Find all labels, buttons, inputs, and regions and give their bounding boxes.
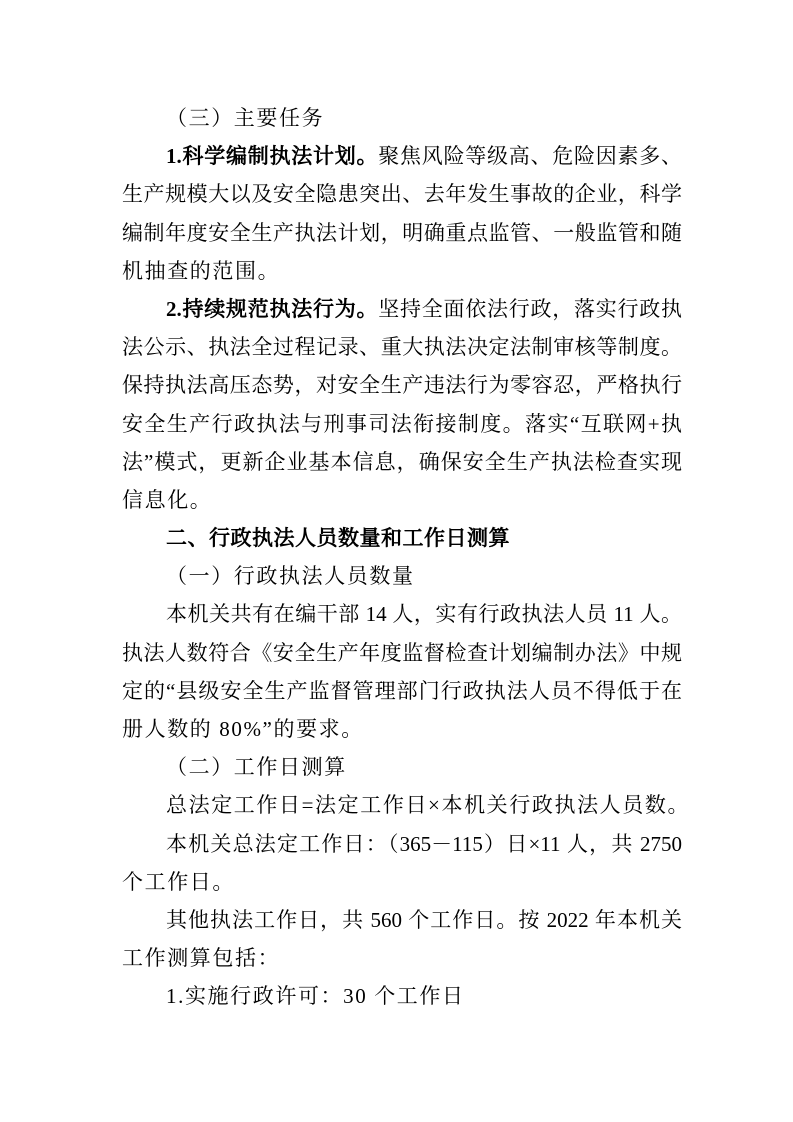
paragraph-line — [122, 137, 682, 175]
section-heading-main-tasks: （三）主要任务 — [166, 106, 325, 130]
paragraph-line: 保持执法高压态势，对安全生产违法行为零容忍，严格执行 — [122, 373, 682, 398]
subsection-heading-workdays: （二）工作日测算 — [166, 755, 347, 780]
paragraph-line: 工作测算包括： — [122, 946, 281, 971]
section-heading-staff-and-workdays: 二、行政执法人员数量和工作日测算 — [166, 526, 510, 551]
document-page — [122, 99, 691, 1016]
paragraph-line: 信息化。 — [122, 487, 213, 512]
paragraph-text: 聚焦风险等级高、危险因素多、 — [378, 144, 682, 169]
paragraph-line: 定的“县级安全生产监督管理部门行政执法人员不得低于在 — [122, 678, 682, 703]
task-title: 1.科学编制执法计划。 — [166, 144, 379, 169]
paragraph-line: 执法人数符合《安全生产年度监督检查计划编制办法》中规 — [122, 640, 682, 665]
task-title: 2.持续规范执法行为。 — [166, 296, 379, 321]
paragraph-line: 法”模式，更新企业基本信息，确保安全生产执法检查实现 — [122, 449, 682, 474]
paragraph-text: 坚持全面依法行政，落实行政执 — [378, 296, 682, 321]
paragraph-line: 编制年度安全生产执法计划，明确重点监管、一般监管和随 — [122, 220, 682, 245]
paragraph-line: 法公示、执法全过程记录、重大执法决定法制审核等制度。 — [122, 335, 682, 360]
paragraph-line: 机抽查的范围。 — [122, 258, 281, 283]
subsection-heading-staff-count: （一）行政执法人员数量 — [166, 564, 415, 589]
paragraph-line: 总法定工作日=法定工作日×本机关行政执法人员数。 — [166, 793, 691, 818]
paragraph-line: 个工作日。 — [122, 869, 235, 894]
paragraph-line — [122, 290, 682, 328]
paragraph-line: 安全生产行政执法与刑事司法衔接制度。落实“互联网+执 — [122, 411, 682, 436]
paragraph-line: 生产规模大以及安全隐患突出、去年发生事故的企业，科学 — [122, 182, 682, 207]
list-item: 1.实施行政许可：30 个工作日 — [166, 984, 465, 1009]
paragraph-line: 本机关总法定工作日：（365－115）日×11 人，共 2750 — [166, 831, 682, 856]
paragraph-line: 本机关共有在编干部 14 人，实有行政执法人员 11 人。 — [166, 602, 682, 627]
paragraph-line: 册人数的 80%”的要求。 — [122, 717, 364, 741]
paragraph-line: 其他执法工作日，共 560 个工作日。按 2022 年本机关 — [166, 907, 682, 932]
